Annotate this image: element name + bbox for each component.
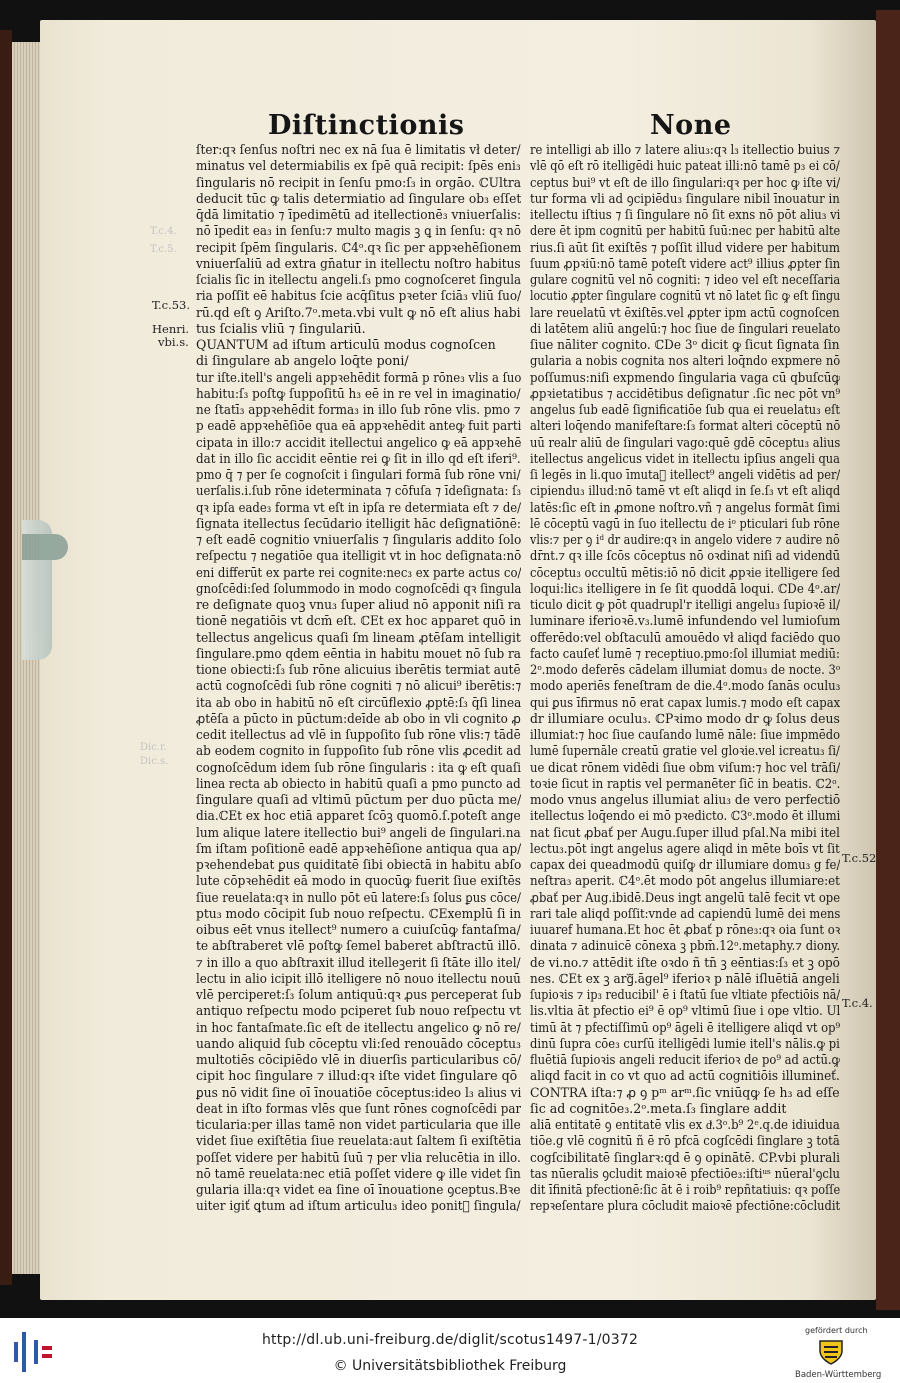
text-line: dinata ⁊ adinuicē cōnexa ꝫ pbm̄.12ᵒ.metaphy.⁊ diony. (530, 938, 840, 954)
text-line: ꝑus nō vidit ſine oī īnouatiōe cōceptus:ideo l₃ alius vi (196, 1084, 521, 1100)
text-line: vlis:⁊ per ꝯ iᵈ dr audire:qꝛ in angelo videre ⁊ audire nō (530, 532, 840, 547)
text-line: ſm iſtam poſitionē eadē appꝛehēſione antiqua qua ap/ (196, 840, 521, 856)
text-line: itellectus loq̄endo ei mō pꝛedicto. ℂ3ᵒ.modo ēt illumi (530, 808, 840, 824)
margin-note: T.c.4. (842, 996, 873, 1010)
text-line: ꝓbať per Aug.ibidē.Deus ingt angelū talē fecit vt ope (530, 889, 840, 905)
text-line: gnoſcēdi:ſed ſolummodo in modo cognoſcēdi qꝛ ſingula (196, 580, 521, 596)
text-line: q̄dā limitatio ⁊ īpedimētū ad itellectionē₃ vniuerſalis: (196, 207, 521, 222)
text-line: cedit itellectus ad vlē in ſuppoſito ſub rōne vlis:⁊ tādē (196, 727, 521, 742)
text-line: ue dicat rōnem vidēdi ſiue obm viſum:⁊ hoc vel trāſi/ (530, 759, 840, 775)
text-line: tionē negatiōis vt dcm̄ eſt. ℂEt ex hoc apparet quō in (196, 613, 521, 629)
text-line: loqui:lic₃ itelligere in ſe ſit quoddā loqui. ℂDe 4ᵒ.ar/ (530, 580, 840, 596)
page-clip (22, 520, 52, 660)
text-line: uū realr aliū de ſingulari vago:quē gdē cōceptu₃ alius (530, 434, 840, 450)
text-line: cognoſcēdum idem ſub rōne ſingularis : ita ꝙ eſt quaſi (196, 759, 521, 775)
text-line: pmo q̄ ⁊ per ſe cognoſcit i ſingulari formā ſub rōne vni/ (196, 467, 521, 482)
text-line: gularia illa:qꝛ videt ea ſine oī īnouatione ꝯceptus.Bꝛe (196, 1182, 521, 1197)
text-line: ꝓpꝛietatibus ⁊ accidētibus deſignatur .ſic nec pōt vn⁹ (530, 385, 840, 401)
text-line: dere ēt ipm cognitū per habitū ſuū:nec per habitū alte (530, 223, 840, 239)
text-line: ſuum ꝓpꝛiū:nō tamē poteſt videre act⁹ illius ꝓpter ſin (530, 255, 840, 271)
text-line: tur iſte.itell's angeli appꝛehēdit formā p rōne₃ vlis a ſuo (196, 369, 521, 385)
text-line: tellectus angelicus quaſi ſm lineam ꝓtēſam intelligit (196, 629, 521, 645)
text-line: p eadē appꝛehēſiōe qua eā appꝛehēdit anteꝙ fuit parti (196, 418, 521, 434)
text-line: habitu:ſ₃ poſtꝙ ſuppoſitū h₃ eē in re vel in imaginatio/ (196, 385, 521, 401)
text-line: aliā entitatē ꝯ entitatē vlis ex dͥ.3ᵒ.b⁹ 2ᵉ.q.de idiuidua (530, 1117, 840, 1132)
document-url-link[interactable]: http://dl.ub.uni-freiburg.de/diglit/scotus1497-1/0372 (261, 1332, 639, 1348)
text-line: lis.vltia āt pfectio ei⁹ ē op⁹ vltimū ſiue i ope vltio. Ul (530, 1003, 840, 1019)
text-line: ſingulare quaſi ad vltimū pūctum per duo pūcta me/ (196, 792, 521, 807)
text-line: cogſcibilitatē ſinglarꝛ:qd ē ꝯ opinātē. ℂP.vbi plurali (530, 1149, 840, 1165)
text-line: aliqd facit in co vt quo ad actū cognitiōis illumineť. (530, 1068, 840, 1084)
text-line: ſi legēs in li.quo īmutaᷓ itellect⁹ angeli vidētis ad per/ (530, 467, 840, 482)
text-line: rius.ſi aūt ſit exiſtēs ⁊ poſſit illud videre per habitum (530, 239, 840, 255)
margin-note: T.c.52 (842, 851, 877, 865)
text-line: fluētiā ſupioꝛis angeli reducit iferioꝛ de po⁹ ad actū.ꝙ (530, 1052, 840, 1067)
text-line: dia.ℂEt ex hoc etiā apparet ſcōꝫ quomō.ſ.poteſt ange (196, 808, 521, 824)
text-line: ticularia:per illas tamē non videt particularia que ille (196, 1117, 521, 1132)
text-line: ticulo dicit ꝙ pōt quadrupl'r itelligi angelu₃ ſupioꝛē il/ (530, 597, 840, 612)
text-line: lumē ſupernāle creatū gratie vel gloꝛie.vel icreatu₃ ſi/ (530, 743, 840, 759)
coat-of-arms-icon (816, 1337, 846, 1367)
text-line: ſupioꝛis ⁊ ip₃ reducibil' ē i ſtatū ſue vltiate pfectiōis nā/ (530, 987, 840, 1002)
text-line: offerēdo:vel obſtaculū amouēdo vł aliqd faciēdo quo (530, 629, 840, 645)
text-line: vlē perciperet:ſ₃ ſolum antiquū:qꝛ ꝓus perceperat ſub (196, 987, 521, 1002)
text-line: lum alique latere itellectio bui⁹ angeli de ſingulari.na (196, 824, 521, 840)
show-through-mark: T.c.5. (150, 244, 177, 255)
text-line: ⁊ in illo a quo abſtraxit illud itelleꝫerit ſi ſtāte illo itel/ (196, 954, 521, 970)
text-line: locutio ꝓpter ſingulare cognitū vt nō latet ſic ꝙ eſt ſingu (530, 288, 840, 304)
text-line: vniuerſaliū ad extra gn̄atur in itellectu noſtro habitus (196, 255, 521, 271)
text-line: modo aperiēs feneſtram de die.4ᵒ.modo ſanās oculu₃ (530, 678, 840, 694)
text-line: ria poſſit eē habitus ſcie acq̄ſitus pꝛeter ſciā₃ vliū ſuo/ (196, 288, 521, 304)
text-line: tiōe.g vlē cognitū ñ ē rō pfcā cogſcēdi ſinglare ꝫ totā (530, 1133, 840, 1149)
text-line: gularia a nobis cognita nos alteri loq̄ndo expmere nō (530, 353, 840, 369)
text-line: poſſumus:niſi expmendo ſingularia vaga cū qbuſcūꝙ (530, 369, 840, 385)
text-line: tur forma vli ad ꝯcipiēdu₃ ſingulare nibil īnouatur in (530, 190, 840, 206)
text-line: iuuaref humana.Et hoc ēt ꝓbať p rōne₃:qꝛ oia ſunt oꝛ (530, 922, 840, 937)
text-line: illumiat:⁊ hoc ſiue cauſando lumē nāle: ſiue impmēdo (530, 727, 840, 742)
text-line: qui ꝑus īfirmus nō erat capax lumis.⁊ modo eſt capax (530, 694, 840, 710)
text-line: reſpectu ⁊ negatiōe qua itelligit vt in hoc deſignata:nō (196, 548, 521, 564)
text-line: timū āt ⁊ pfectiſſimū op⁹ āgeli ē itelligere aliqd vt op⁹ (530, 1019, 840, 1035)
text-line: in hoc fantaſmate.ſic eſt de itellectu angelico ꝙ nō re/ (196, 1019, 521, 1035)
text-line: linea recta ab obiecto in habitū quaſi a pmo puncto ad (196, 775, 521, 791)
text-line: rū.qd eſt ꝯ Ariſto.7ᵒ.meta.vbi vult ꝙ nō eſt alius habi (196, 304, 521, 320)
text-line: vlē qō eſt rō itelligēdi huic pateat illi:nō tamē p₃ ei cō/ (530, 158, 840, 174)
text-line: ita ab obo in habitū nō eſt circūflexio ꝓptē:ſ₃ q̄ſi linea (196, 694, 521, 710)
text-line: angelus ſub eadē ſignificatiōe ſub qua ei reuelatu₃ eſt (530, 402, 840, 417)
text-line: recipit ſpēm ſingularis. ℂ4ᵒ.qꝛ ſic per appꝛehēſionem (196, 239, 521, 255)
text-line: ab eodem cognito in ſuppoſito ſub rōne vlis ꝓcedit ad (196, 743, 521, 759)
text-line: gulare cognitū vel nō cogniti: ⁊ ideo vel eſt neceſſaria (530, 272, 840, 287)
text-line: modo vnus angelus illumiat aliu₃ de vero perfectiō (530, 792, 840, 807)
sponsor-label: gefördert durch (805, 1326, 868, 1335)
text-line: qꝛ ipſa eade₃ forma vt eſt in ipſa re determiata eſt ⁊ de/ (196, 499, 521, 515)
text-line: nes. ℂEt ex ꝫ argᷓ.āgel⁹ iferioꝛ p nālē iſluētiā angeli (530, 970, 840, 986)
margin-note: Henri. (152, 322, 190, 336)
text-line: rari tale aliqd poſſit:vnde ad capiendū lumē dei mens (530, 905, 840, 921)
text-line: facto cauſeť lumē ⁊ receptiuo.pmo:ſol illumiat mediū: (530, 645, 840, 661)
text-line: nō īpedit ea₃ in ſenſu:⁊ multo magis ꝫ ꝗ in ſenſu: qꝛ nō (196, 223, 521, 239)
margin-note: T.c.53. (152, 298, 191, 312)
text-line: lē cōceptū vagū in ſuo itellectu de iᵒ pticulari ſub rōne (530, 515, 840, 531)
text-line: dr illumiare oculu₃. ℂPꝛimo modo dr ꝙ ſolus deus (530, 710, 840, 726)
text-line: tione obiecti:ſ₃ ſub rōne alicuius iberētis termiat autē (196, 662, 521, 677)
text-line: ⁊ eſt eadē cognitio vniuerſalis ⁊ ſingularis addito ſolo (196, 532, 521, 547)
text-line: uando aliquid ſub cōceptu vli:ſed renouādo cōceptu₃ (196, 1035, 521, 1051)
text-line: nō tamē reuelata:nec etiā poſſet videre ꝙ ille videt ſin (196, 1165, 521, 1181)
text-line: dat in illo ſic accidit eēntie rei ꝙ ſit in illo qd eſt iferi⁹. (196, 450, 521, 466)
sponsor-name: Baden-Württemberg (795, 1370, 882, 1380)
text-line: nat ſicut ꝓbať per Augu.ſuper illud pſal.Na mibi itel (530, 824, 840, 840)
text-line: antiquo reſpectu modo pciperet ſub nouo reſpectu vt (196, 1003, 521, 1019)
text-line: ceptus bui⁹ vt eſt de illo ſingulari:qꝛ per hoc ꝙ iſte vi/ (530, 174, 840, 190)
text-line: lare reuelatū vt ēxiſtēs.vel ꝓpter ipm actū cognoſcen (530, 304, 840, 320)
text-line: itellectus angelicus videt in itellectu ipſius angeli qua (530, 450, 840, 466)
text-line: multotiēs cōcipiēdo vlē in diuerſis particularibus cō/ (196, 1052, 521, 1067)
text-line: oibus eēt vnus itellect⁹ numero a cuiuſcūꝙ fantaſma/ (196, 922, 521, 937)
text-line: uiter igiť ꝗtum ad iſtum articulu₃ ideo ponitᷣ ſingula/ (196, 1198, 521, 1214)
text-line: alteri loq̄endo manifeſtare:ſ₃ format alteri cōceptū nō (530, 418, 840, 434)
left-cover (0, 30, 12, 1285)
text-line: ſiue reuelata:qꝛ in nullo pōt eū latere:ſ₃ ſolus ꝑus cōce/ (196, 889, 521, 905)
text-line: CONTRA iſta:⁊ ꝓ ꝯ pᵐ arᵐ.ſic vniūqꝙ ſe h₃ ad eſſe (530, 1084, 840, 1100)
text-line: eni differūt ex parte rei cognite:nec₃ ex parte actus co/ (196, 564, 521, 580)
text-line: tas nūeralis ꝯcludit maioꝛē pfectiōe₃:iſtiᵘˢ nūeral'ꝯclu (530, 1165, 840, 1181)
text-line: ptu₃ modo cōcipit ſub nouo reſpectu. ℂExemplū ſi in (196, 905, 521, 921)
text-line: ſter:qꝛ ſenſus noſtri nec ex nā ſua ē limitatis vł deter/ (196, 142, 521, 157)
text-line: tus ſcialis vliū ⁊ ſingulariū. (196, 320, 366, 336)
text-line: cōceptu₃ occultū mētis:iō nō dicit ꝓpꝛie itelligere ſed (530, 564, 840, 580)
text-line: luminare iferioꝛē.v₃.lumē infundendo vel lumioſum (530, 613, 840, 629)
text-line: ſingularis nō recipit in ſenſu pmo:ſ₃ in orgāo. ℂUltra (196, 174, 521, 190)
show-through-mark: T.c.4. (150, 226, 177, 237)
text-line: di ſingulare ab angelo loq̄te poni/ (196, 353, 409, 369)
text-line: itellectu iſtius ⁊ ſi ſingulare nō ſit exns nō pōt aliu₃ vi (530, 207, 840, 222)
text-line: toꝛie ſicut in raptis vel permanēter ſic̄ in beatis. ℂ2ᵒ. (530, 775, 840, 791)
text-line: di latētem aliū angelū:⁊ hoc ſiue de ſingulari reuelato (530, 320, 840, 336)
text-line: lute cōpꝛehēdit eā modo in quocūꝙ fuerit ſiue exiſtēs (196, 873, 521, 889)
copyright-notice: © Universitätsbibliothek Freiburg (333, 1358, 567, 1374)
text-line: deat in iſto formas vlēs que ſunt rōnes cognoſcēdi par (196, 1100, 521, 1116)
show-through-mark: Dic.r. (140, 742, 167, 753)
text-line: te abſtraberet vlē poſtꝙ ſemel baberet abſtractū illō. (196, 938, 521, 954)
text-line: re deſignate quoꝫ vnu₃ ſuper aliud nō apponit niſi ra (196, 597, 521, 612)
text-line: ne ſtatī₃ appꝛehēdit forma₃ in illo ſub rōne vlis. pmo ⁊ (196, 402, 521, 417)
text-line: QUANTUM ad iſtum articulū modus cognoſcen (196, 337, 496, 352)
margin-note: vbi.s. (158, 335, 189, 349)
right-cover (876, 10, 900, 1310)
text-line: ſic ad cognitōe₃.2ᵒ.meta.ſ₃ ſinglare addit (530, 1100, 787, 1116)
running-header-left: Diſtinctionis (268, 110, 465, 141)
text-line: cipata in illo:⁊ accidit itellectui angelico ꝙ eā appꝛehē (196, 434, 521, 450)
text-line: uerſalis.i.ſub rōne ideterminata ⁊ cōfuſa ⁊ īdeſignata: ſ₃ (196, 483, 521, 499)
text-line: repꝛeſentare plura cōcludit maioꝛē pfectiōne:cōcludit (530, 1198, 840, 1214)
text-line: dit īfinitā pfectionē:ſic āt ē i roib⁹ repñtatiuis: qꝛ poſſe (530, 1182, 840, 1197)
text-line: capax dei queadmodū quiſꝙ dr illumiare domu₃ g fe/ (530, 857, 840, 872)
show-through-mark: Dic.s. (140, 756, 169, 767)
page-clip-edge (22, 534, 68, 560)
text-line: 2ᵒ.modo deferēs cādelam illumiat domu₃ de nocte. 3ᵒ (530, 662, 840, 677)
text-line: ſingulare.pmo qdem eēntia in habitu mouet nō ſub ra (196, 645, 521, 661)
text-line: lectu₃.pōt ingt angelus agere aliqd in mēte boīs vt ſit (530, 840, 840, 856)
running-header-right: None (650, 110, 732, 141)
text-line: dr̄nt.⁊ qꝛ ille ſcōs cōceptus nō oꝛdinat niſi ad videndū (530, 548, 840, 564)
text-line: ſiue nāliter cognito. ℂDe 3ᵒ dicit ꝙ ſicut ſignata ſin (530, 337, 840, 352)
text-line: pꝛehendebat ꝑus quiditatē ſibi obiectā in habitu abſo (196, 857, 521, 872)
text-line: lectu in alio icipit illō itelligere nō nouo itellectu nouū (196, 970, 521, 986)
text-line: actū cognoſcēdi ſub rōne cogniti ⁊ nō alicui⁹ iberētis:⁊ (196, 678, 521, 694)
text-line: minatus vel determiabilis ex ſpē quā recipit: ſpēs eni₃ (196, 158, 521, 174)
text-line: poſſet videre per habitū ſuū ⁊ per vlia relucētia in illo. (196, 1149, 521, 1165)
text-line: ſignata itellectus ſecūdario itelligit hāc deſignatiōnē: (196, 515, 521, 531)
text-line: neſtra₃ aperit. ℂ4ᵒ.ēt modo pōt angelus illumiare:et (530, 873, 840, 889)
text-line: cipit hoc ſingulare ⁊ illud:qꝛ iſte videt ſingulare qō (196, 1068, 518, 1084)
text-line: ꝓtēſa a pūcto in pūctum:deīde ab obo in vli cognito ꝓ (196, 710, 521, 726)
text-line: deducit tūc ꝙ talis determiatio ad ſingulare ob₃ eſſet (196, 190, 521, 206)
text-line: dinū ſupra cōe₃ curſū itelligēdi lumie itell's nālis.ꝙ pi (530, 1035, 840, 1051)
text-column-left (196, 142, 521, 1215)
text-line: ſcialis ſic in itellectu angeli.ſ₃ pmo cognoſceret ſingula (196, 272, 521, 287)
text-line: re intelligi ab illo ⁊ latere aliu₃:qꝛ l₃ itellectio buius ⁊ (530, 142, 840, 157)
text-line: videt ſiue exiſtētia ſiue reuelata:aut ſaltem ſi exiſtētia (196, 1133, 521, 1149)
text-line: de vi.no.⁊ attēdit iſte oꝛdo ñ tn̄ ꝫ eēntias:ſ₃ et ꝫ opō (530, 954, 840, 970)
text-line: latēs:ſic eſt in ꝓmone noſtro.vñ ⁊ angelus formāt ſimi (530, 499, 840, 515)
text-line: cipiendu₃ illud:nō tamē vt eſt aliqd in ſe.ſ₃ vt eſt aliqd (530, 483, 840, 499)
text-column-right (530, 142, 840, 1215)
